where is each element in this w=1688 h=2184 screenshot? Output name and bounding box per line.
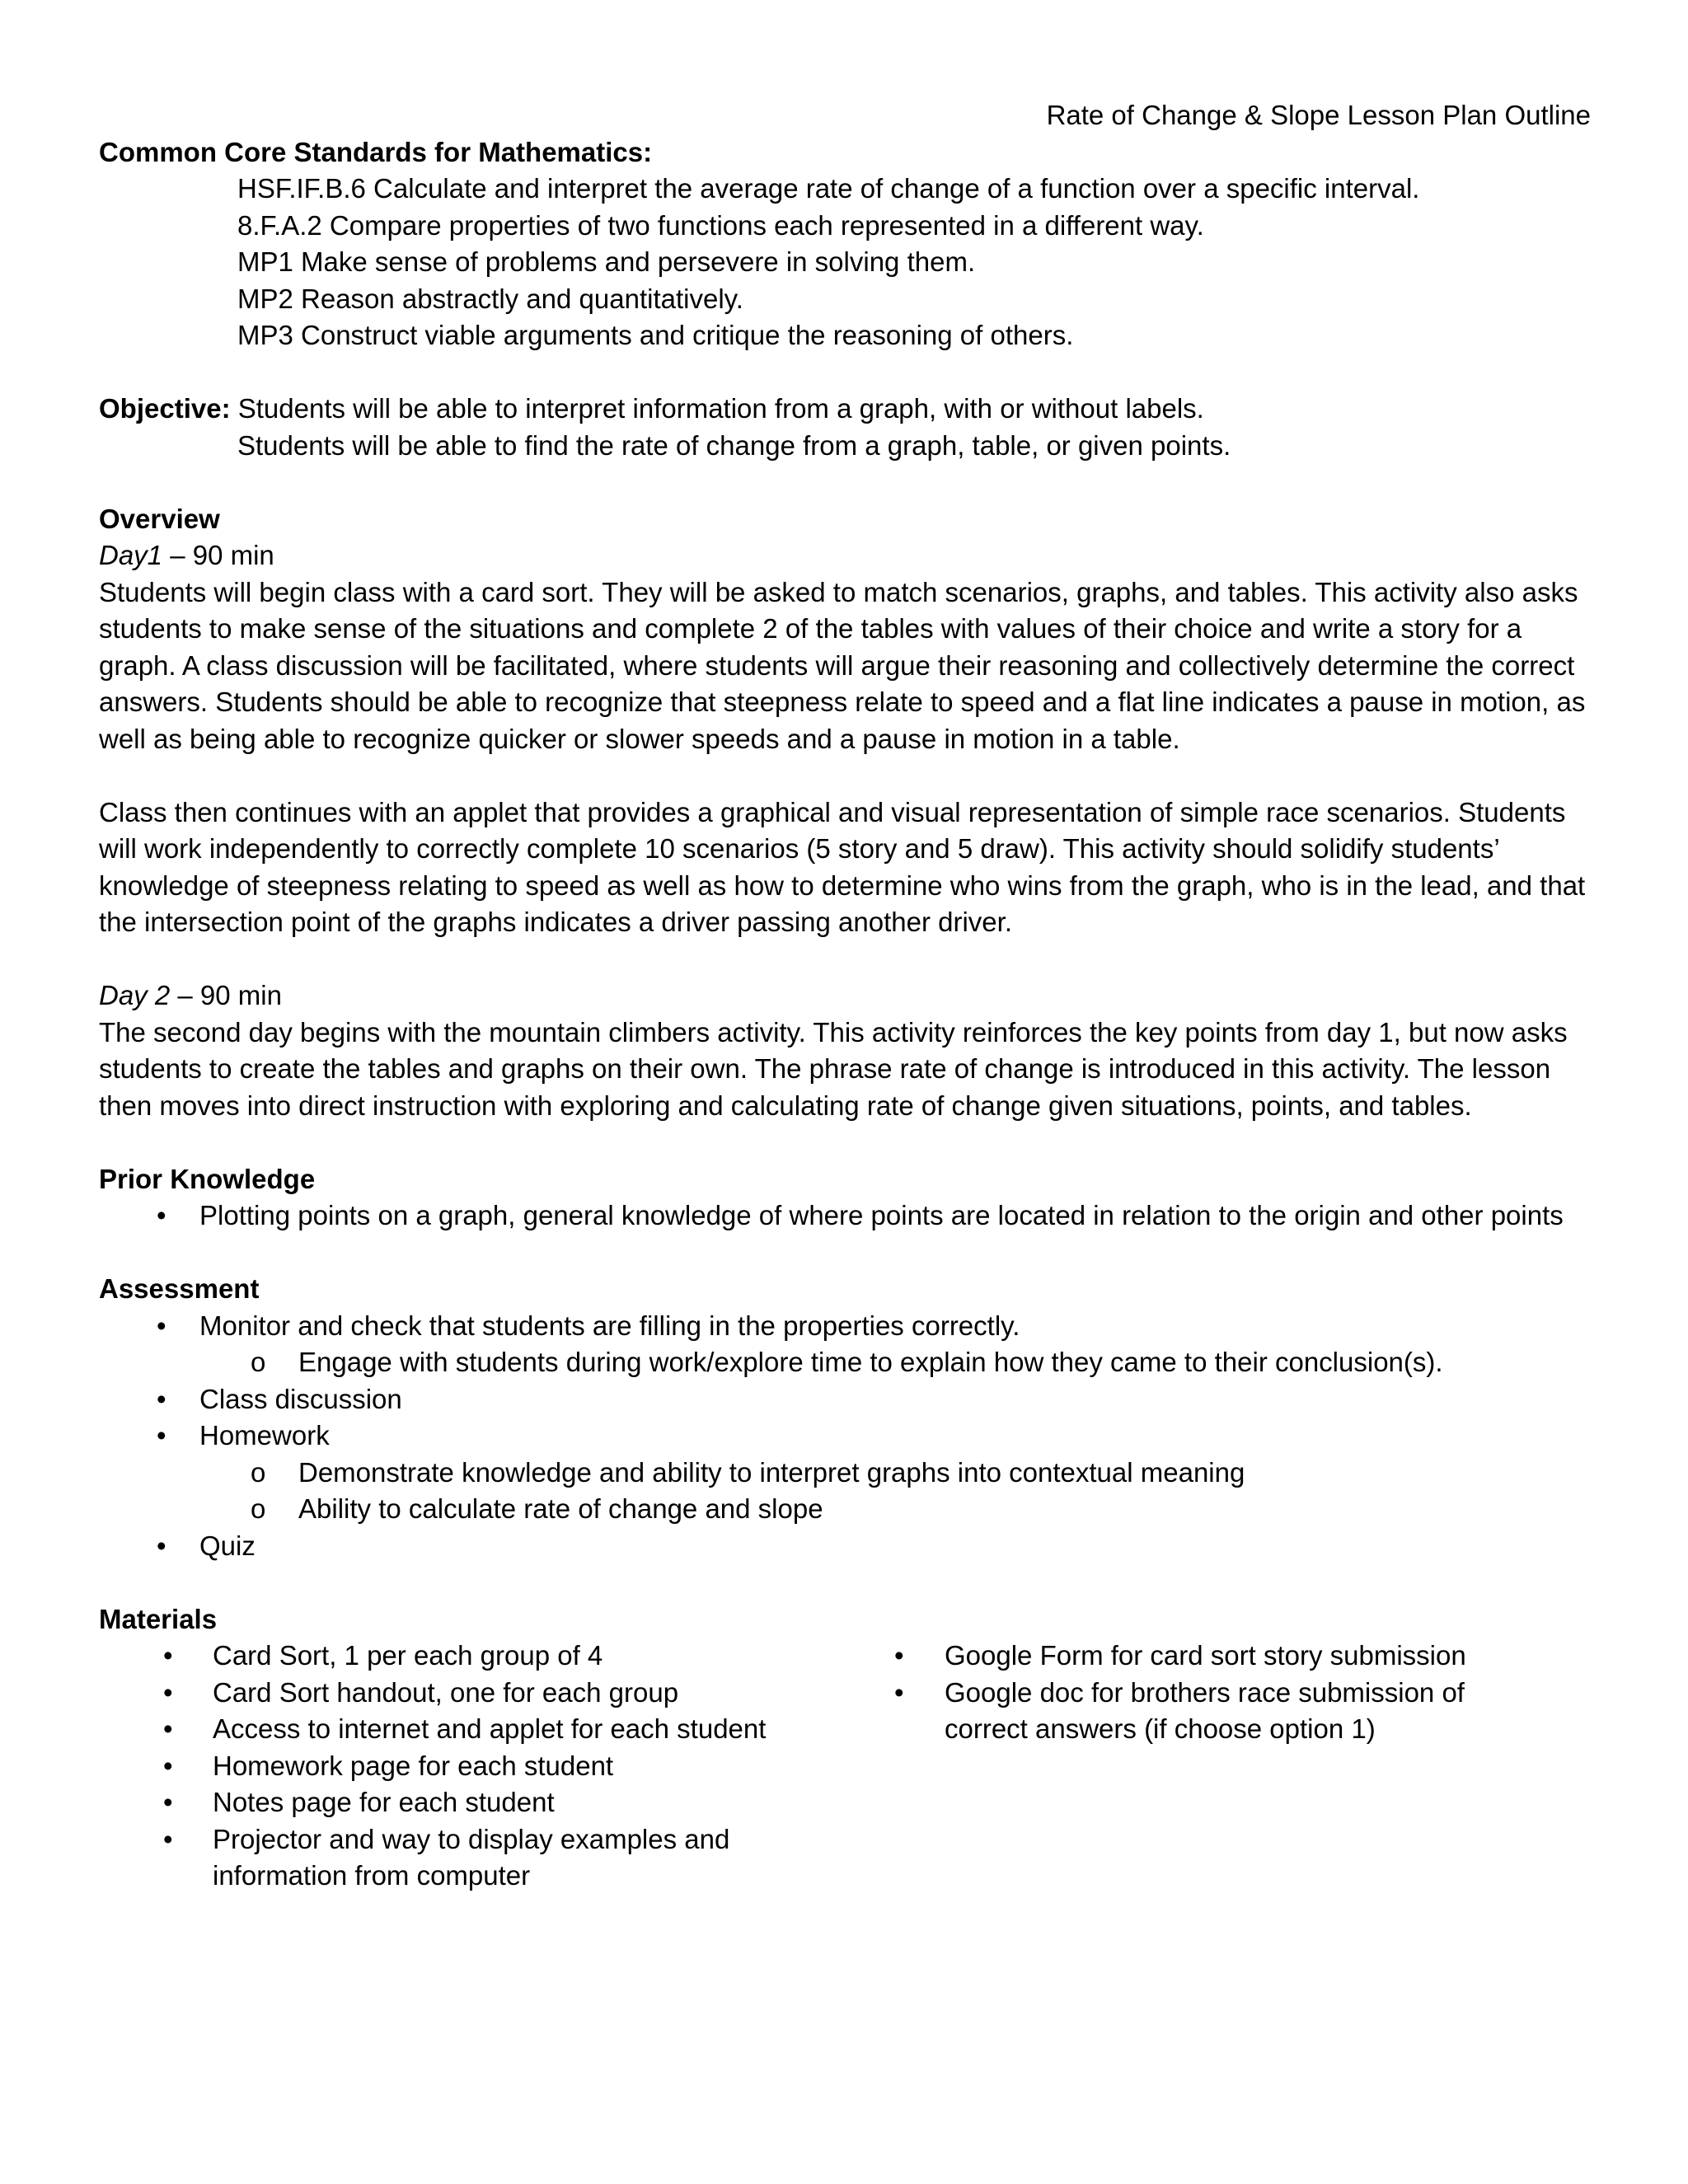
- bullet-icon: •: [157, 1310, 166, 1341]
- lesson-plan-document: [99, 97, 1591, 1895]
- standard-item: MP1 Make sense of problems and persevere in solving them.: [237, 246, 976, 277]
- bullet-icon: •: [157, 1383, 166, 1414]
- standard-item: HSF.IF.B.6 Calculate and interpret the average rate of change of a function over a specific interval.: [237, 173, 1420, 204]
- day2-duration: – 90 min: [170, 980, 282, 1010]
- list-item: o Engage with students during work/explore time to explain how they came to their conclusion(s).: [99, 1344, 1591, 1381]
- bullet-icon: •: [157, 1200, 166, 1230]
- ring-bullet-icon: o: [251, 1493, 266, 1524]
- materials-heading: Materials: [99, 1603, 218, 1634]
- list-item: • Homework page for each student: [99, 1748, 845, 1785]
- list-item: o Demonstrate knowledge and ability to interpret graphs into contextual meaning: [99, 1455, 1591, 1492]
- list-item: • Card Sort handout, one for each group: [99, 1675, 845, 1712]
- list-item: • Homework: [99, 1418, 1591, 1455]
- standard-item: MP3 Construct viable arguments and critique the reasoning of others.: [237, 320, 1074, 350]
- bullet-icon: •: [163, 1676, 173, 1708]
- list-item: • Projector and way to display examples and information from computer: [99, 1821, 845, 1895]
- list-item: • Notes page for each student: [99, 1784, 845, 1821]
- standard-item: 8.F.A.2 Compare properties of two functions each represented in a different way.: [237, 209, 1204, 241]
- list-item: • Access to internet and applet for each student: [99, 1711, 845, 1748]
- day2-heading: [99, 977, 1591, 1015]
- document-header-title: Rate of Change & Slope Lesson Plan Outline: [1046, 100, 1591, 130]
- assessment-list: [99, 1308, 1591, 1345]
- bullet-icon: •: [157, 1420, 166, 1451]
- prior-knowledge-heading: Prior Knowledge: [99, 1163, 316, 1194]
- bullet-icon: •: [163, 1787, 173, 1817]
- list-item: • Monitor and check that students are filling in the properties correctly.: [99, 1308, 1591, 1345]
- objective-text: Students will be able to interpret information from a graph, with or without labels.: [237, 393, 1204, 424]
- materials-right-column: [845, 1638, 1591, 1895]
- list-item: • Class discussion: [99, 1381, 1591, 1418]
- bullet-icon: •: [163, 1713, 173, 1744]
- day1-duration: – 90 min: [162, 540, 274, 570]
- list-item: • Card Sort, 1 per each group of 4: [99, 1638, 845, 1675]
- day1-heading: [99, 537, 1591, 574]
- day2-label: Day 2: [99, 980, 171, 1010]
- day1-paragraph-1: Students will begin class with a card sort. They will be asked to match scenarios, graphs, and tables. This activity also asks students to make sense of the situations and complete 2 of the tables with values of their choice and write a story for a graph. A class discussion will be facilitated, where students will argue their reasoning and collectively determine the correct answers. Students should be able to recognize that steepness relate to speed and a flat line indicates a pause in motion, as well as being able to recognize quicker or slower speeds and a pause in motion in a table.: [99, 576, 1586, 754]
- day1-label: Day1: [99, 540, 163, 570]
- bullet-icon: •: [894, 1676, 904, 1708]
- day1-paragraph-2: Class then continues with an applet that provides a graphical and visual representation of simple race scenarios. Students will work independently to correctly complete 10 scenarios (5 story and 5 draw). This activity should solidify students’ knowledge of steepness relating to speed as well as how to determine who wins from the graph, who is in the lead, and that the intersection point of the graphs indicates a driver passing another driver.: [99, 796, 1586, 937]
- bullet-icon: •: [163, 1640, 173, 1671]
- objective-label: Objective:: [99, 393, 231, 424]
- objective-line-2: Students will be able to find the rate of change from a graph, table, or given points.: [237, 429, 1231, 461]
- list-item: • Google doc for brothers race submission of correct answers (if choose option 1): [845, 1675, 1591, 1748]
- bullet-icon: •: [163, 1823, 173, 1854]
- standards-heading: Common Core Standards for Mathematics:: [99, 136, 653, 167]
- standard-item: MP2 Reason abstractly and quantitatively.: [237, 283, 743, 314]
- materials-columns: [99, 1638, 1591, 1895]
- bullet-icon: •: [163, 1750, 173, 1781]
- bullet-icon: •: [894, 1640, 904, 1671]
- ring-bullet-icon: o: [251, 1456, 266, 1488]
- materials-left-column: [99, 1638, 845, 1895]
- assessment-heading: Assessment: [99, 1273, 260, 1304]
- day2-paragraph: The second day begins with the mountain climbers activity. This activity reinforces the key points from day 1, but now asks students to create the tables and graphs on their own. The phrase rate of change is introduced in this activity. The lesson then moves into direct instruction with exploring and calculating rate of change given situations, points, and tables.: [99, 1016, 1568, 1121]
- overview-heading: Overview: [99, 503, 220, 534]
- list-item: • Quiz: [99, 1528, 1591, 1565]
- list-item: • Plotting points on a graph, general knowledge of where points are located in relation to the origin and other points: [99, 1197, 1591, 1235]
- list-item: o Ability to calculate rate of change and slope: [99, 1491, 1591, 1528]
- bullet-icon: •: [157, 1530, 166, 1561]
- objective-line-1: [99, 391, 1591, 428]
- assessment-sublist: [99, 1344, 1591, 1381]
- prior-knowledge-list: [99, 1197, 1591, 1235]
- list-item: • Google Form for card sort story submission: [845, 1638, 1591, 1675]
- ring-bullet-icon: o: [251, 1347, 266, 1377]
